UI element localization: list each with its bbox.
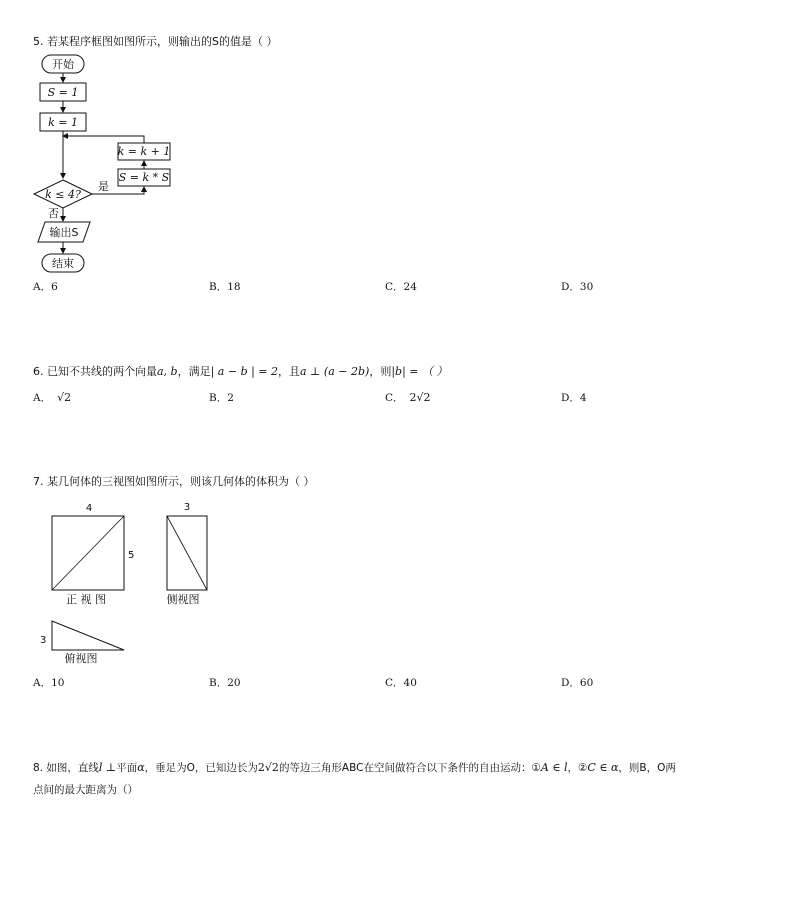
q8-math-l: l ⊥ bbox=[98, 761, 117, 774]
flow-end-text: 结束 bbox=[52, 257, 74, 270]
side-view-label: 侧视图 bbox=[166, 593, 200, 606]
q8-math-alpha: α bbox=[137, 761, 145, 774]
q5-flowchart bbox=[28, 50, 208, 280]
flow-output-text: 输出S bbox=[49, 226, 79, 239]
side-view-diagonal bbox=[167, 516, 207, 590]
top-view-label: 俯视图 bbox=[64, 652, 98, 665]
flow-start-text: 开始 bbox=[52, 58, 74, 71]
q5-option-a[interactable]: A．6 bbox=[33, 281, 58, 293]
q7-option-d[interactable]: D．60 bbox=[561, 677, 594, 689]
q6-stem: 6. 已知不共线的两个向量a, b，满足| a − b | = 2，且a ⊥ (a − 2b)，则|b| = （ ） bbox=[33, 365, 448, 378]
side-width-label: 3 bbox=[183, 502, 191, 513]
q8-line2: 点间的最大距离为（） bbox=[33, 784, 138, 796]
q6-ask: |b| = （ ） bbox=[391, 365, 448, 378]
q7-three-views bbox=[30, 498, 230, 668]
flow-decision-text: k ≤ 4? bbox=[45, 188, 81, 201]
q6-option-a[interactable]: A． √2 bbox=[33, 391, 72, 404]
flow-update-s-text: S = k * S bbox=[118, 171, 170, 184]
front-view-diagonal bbox=[52, 516, 124, 590]
q6-option-d[interactable]: D．4 bbox=[561, 392, 587, 404]
flow-init-s-text: S = 1 bbox=[47, 86, 79, 99]
flow-no-label: 否 bbox=[48, 207, 59, 220]
q8-line1: 8. 如图，直线l ⊥平面α，垂足为O，已知边长为2√2的等边三角形ABC在空间做符合以下条件的自由运动：①A ∈ l，②C ∈ α，则B，O两 bbox=[33, 761, 676, 774]
q6-cond1: | a − b | = 2 bbox=[210, 365, 279, 378]
q8-math-side: 2√2 bbox=[257, 761, 279, 774]
q5-option-b[interactable]: B．18 bbox=[209, 281, 241, 293]
q7-option-c[interactable]: C．40 bbox=[385, 677, 417, 689]
q6-option-c[interactable]: C． 2√2 bbox=[385, 391, 431, 404]
q5-stem: 5. 若某程序框图如图所示，则输出的S的值是（ ） bbox=[33, 35, 278, 48]
top-view-triangle bbox=[52, 621, 124, 650]
front-height-label: 5 bbox=[128, 550, 135, 561]
q6-option-b[interactable]: B．2 bbox=[209, 392, 234, 404]
flow-yes-label: 是 bbox=[98, 180, 109, 193]
q7-option-b[interactable]: B．20 bbox=[209, 677, 241, 689]
q7-option-a[interactable]: A．10 bbox=[33, 677, 65, 689]
q8-math-a-in-l: A ∈ l bbox=[540, 761, 568, 774]
q8-math-c-in-alpha: C ∈ α bbox=[587, 761, 619, 774]
front-width-label: 4 bbox=[85, 503, 93, 514]
flow-inc-k-text: k = k + 1 bbox=[117, 145, 171, 158]
flow-init-k-text: k = 1 bbox=[48, 116, 78, 129]
q7-stem: 7. 某几何体的三视图如图所示，则该几何体的体积为（ ） bbox=[33, 475, 315, 488]
top-height-label: 3 bbox=[40, 635, 47, 646]
q5-option-c[interactable]: C．24 bbox=[385, 281, 417, 293]
q6-vectors: a, b bbox=[157, 365, 178, 378]
q5-option-d[interactable]: D．30 bbox=[561, 281, 594, 293]
front-view-label: 正 视 图 bbox=[66, 593, 106, 606]
q6-cond2: a ⊥ (a − 2b) bbox=[300, 365, 370, 378]
